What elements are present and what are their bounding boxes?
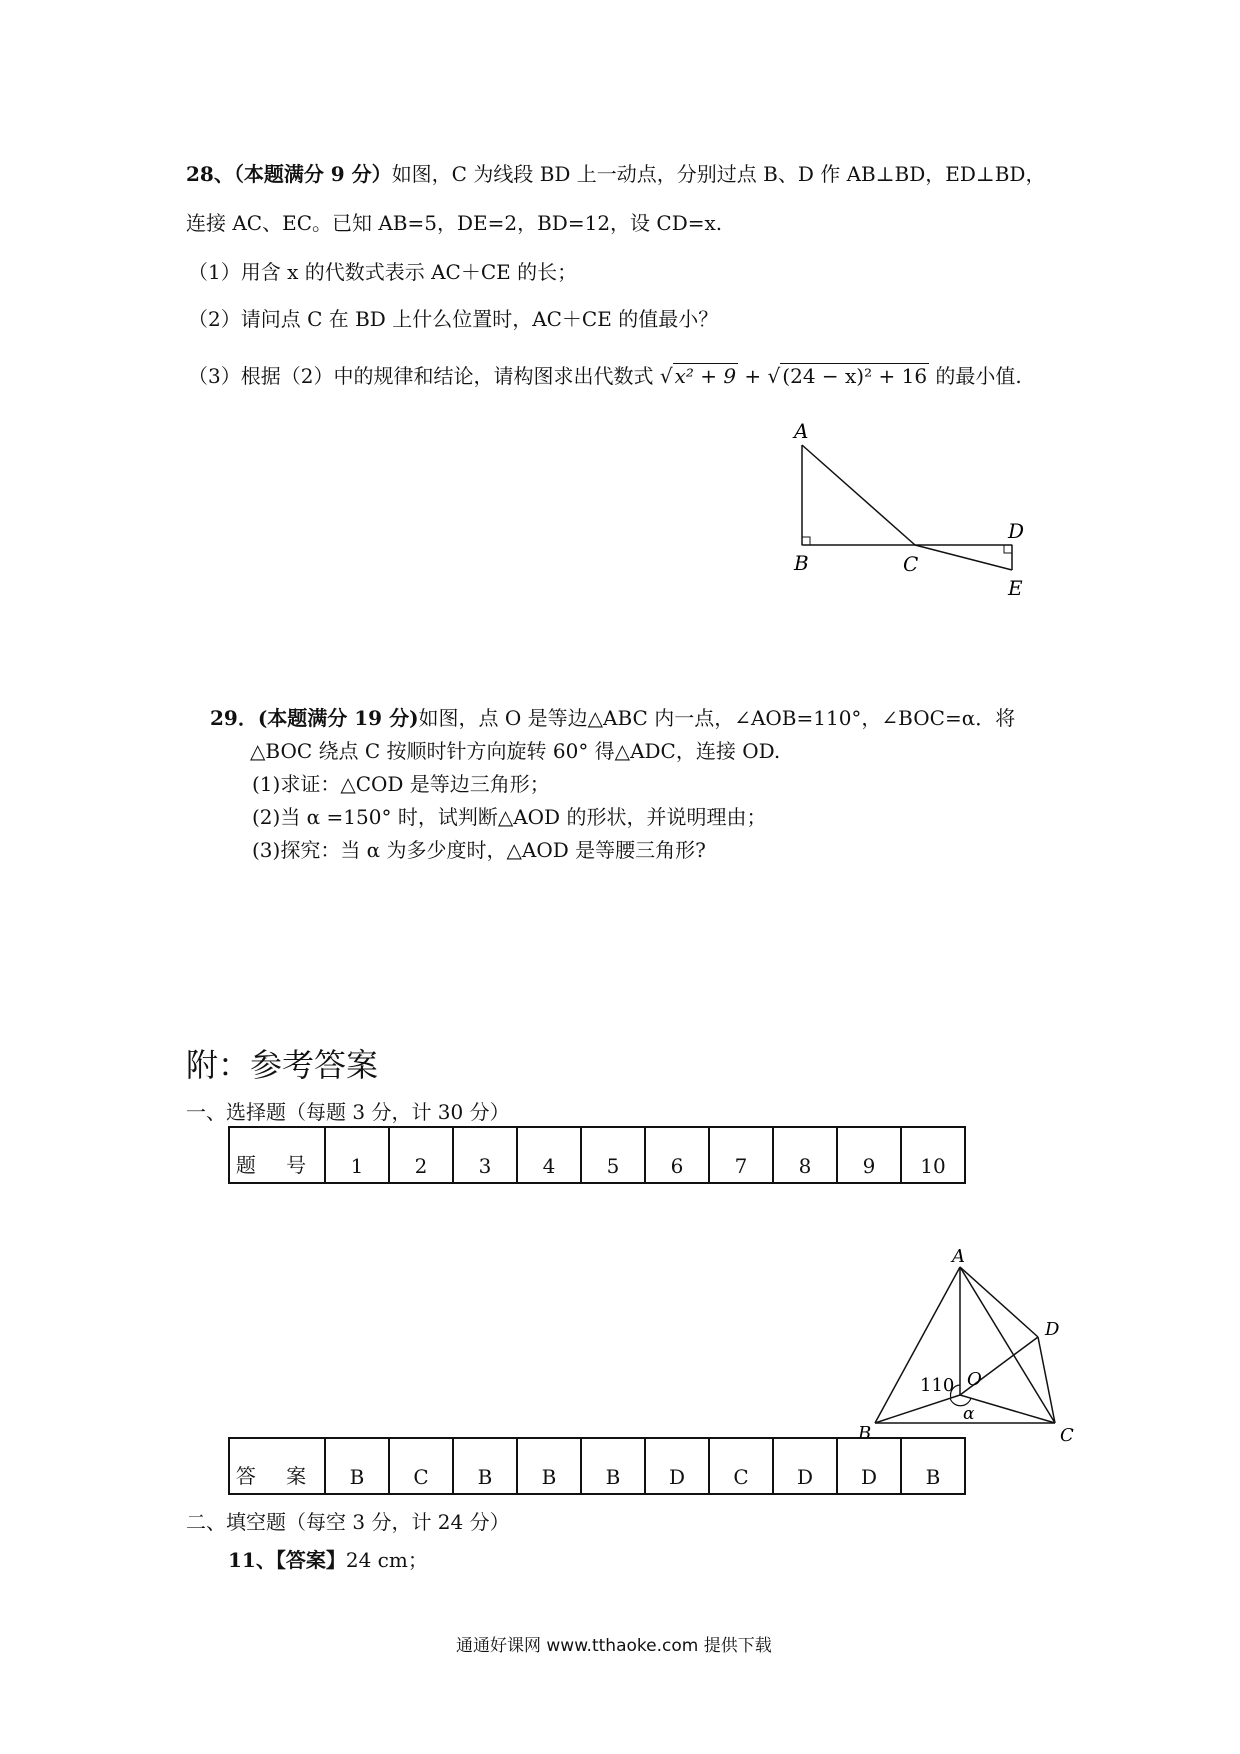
q28-part3	[188, 362, 1022, 390]
table-cell: D	[837, 1438, 901, 1494]
table-cell: C	[389, 1438, 453, 1494]
sqrt-expression-b: √ (24 − x)² + 16	[767, 364, 928, 388]
answer-11-tag: 【答案】	[275, 1548, 346, 1572]
table-cell: D	[773, 1438, 837, 1494]
label-c: C	[1060, 1425, 1074, 1445]
table-cell: B	[581, 1438, 645, 1494]
section-1-title: 一、选择题（每题 3 分，计 30 分）	[186, 1100, 510, 1124]
q28-part1: （1）用含 x 的代数式表示 AC＋CE 的长；	[188, 260, 578, 284]
label-e: E	[1008, 576, 1023, 600]
plus-sign: +	[744, 364, 762, 388]
table-row	[229, 1438, 965, 1494]
answer-11-value: 24 cm；	[345, 1548, 428, 1572]
table-header-number: 题 号	[229, 1127, 325, 1183]
q29-line1	[210, 704, 1015, 732]
label-a: A	[952, 1246, 965, 1267]
label-o: O	[967, 1369, 982, 1390]
segment-ce	[915, 545, 1012, 570]
table-cell: 3	[453, 1127, 517, 1183]
table-cell: 2	[389, 1127, 453, 1183]
table-cell: B	[517, 1438, 581, 1494]
table-cell: B	[325, 1438, 389, 1494]
table-row	[229, 1127, 965, 1183]
page-footer: 通通好课网 www.tthaoke.com 提供下载	[456, 1636, 772, 1656]
q29-score: (本题满分 19 分)	[257, 706, 419, 730]
table-cell: 8	[773, 1127, 837, 1183]
section-2-title: 二、填空题（每空 3 分，计 24 分）	[186, 1510, 510, 1534]
q28-part2: （2）请问点 C 在 BD 上什么位置时，AC＋CE 的值最小？	[188, 307, 719, 331]
q29-part1: (1)求证：△COD 是等边三角形；	[252, 772, 550, 796]
q28-part3-before: （3）根据（2）中的规律和结论，请构图求出代数式	[188, 364, 654, 388]
q28-line1	[186, 160, 1045, 188]
right-angle-d	[1004, 545, 1012, 553]
answer-11-number: 11、	[228, 1548, 276, 1572]
label-b: B	[858, 1423, 872, 1444]
label-alpha: α	[963, 1404, 975, 1424]
q29-number: 29．	[210, 706, 258, 730]
label-d: D	[1045, 1319, 1060, 1340]
appendix-title: 附：参考答案	[186, 1046, 379, 1084]
table-cell: B	[901, 1438, 965, 1494]
table-cell: 10	[901, 1127, 965, 1183]
table-cell: D	[645, 1438, 709, 1494]
q29-part3: (3)探究：当 α 为多少度时，△AOD 是等腰三角形?	[252, 838, 706, 862]
table-cell: B	[453, 1438, 517, 1494]
q29-figure	[840, 1245, 1080, 1445]
answer-11	[228, 1546, 428, 1574]
table-cell: C	[709, 1438, 773, 1494]
table-cell: 7	[709, 1127, 773, 1183]
table-cell: 4	[517, 1127, 581, 1183]
segment-ac	[802, 445, 915, 545]
table-cell: 6	[645, 1127, 709, 1183]
answer-table	[228, 1437, 966, 1495]
q29-line2: △BOC 绕点 C 按顺时针方向旋转 60° 得△ADC，连接 OD.	[250, 739, 781, 763]
q28-part3-after: 的最小值.	[935, 364, 1022, 388]
label-a: A	[794, 420, 809, 443]
segment-ad	[960, 1267, 1038, 1337]
table-cell: 9	[837, 1127, 901, 1183]
table-cell: 1	[325, 1127, 389, 1183]
sqrt-expression-a: √ x² + 9	[659, 364, 737, 388]
label-c: C	[903, 552, 919, 576]
q28-number: 28、	[186, 162, 234, 186]
q28-line2: 连接 AC、EC。已知 AB=5，DE=2，BD=12，设 CD=x.	[186, 211, 723, 235]
label-angle-110: 110	[920, 1375, 955, 1396]
q29-line1-text: 如图，点 O 是等边△ABC 内一点，∠AOB=110°，∠BOC=α．将	[418, 706, 1016, 730]
question-number-table	[228, 1126, 966, 1184]
label-b: B	[794, 551, 809, 575]
q29-part2: (2)当 α =150° 时，试判断△AOD 的形状，并说明理由；	[252, 805, 767, 829]
table-header-answer: 答 案	[229, 1438, 325, 1494]
table-cell: 5	[581, 1127, 645, 1183]
q28-figure	[780, 420, 1060, 600]
q28-line1-text: 如图，C 为线段 BD 上一动点，分别过点 B、D 作 AB⊥BD，ED⊥BD，	[391, 162, 1046, 186]
right-angle-b	[802, 537, 810, 545]
q28-score: （本题满分 9 分）	[233, 162, 392, 186]
label-d: D	[1008, 519, 1025, 543]
